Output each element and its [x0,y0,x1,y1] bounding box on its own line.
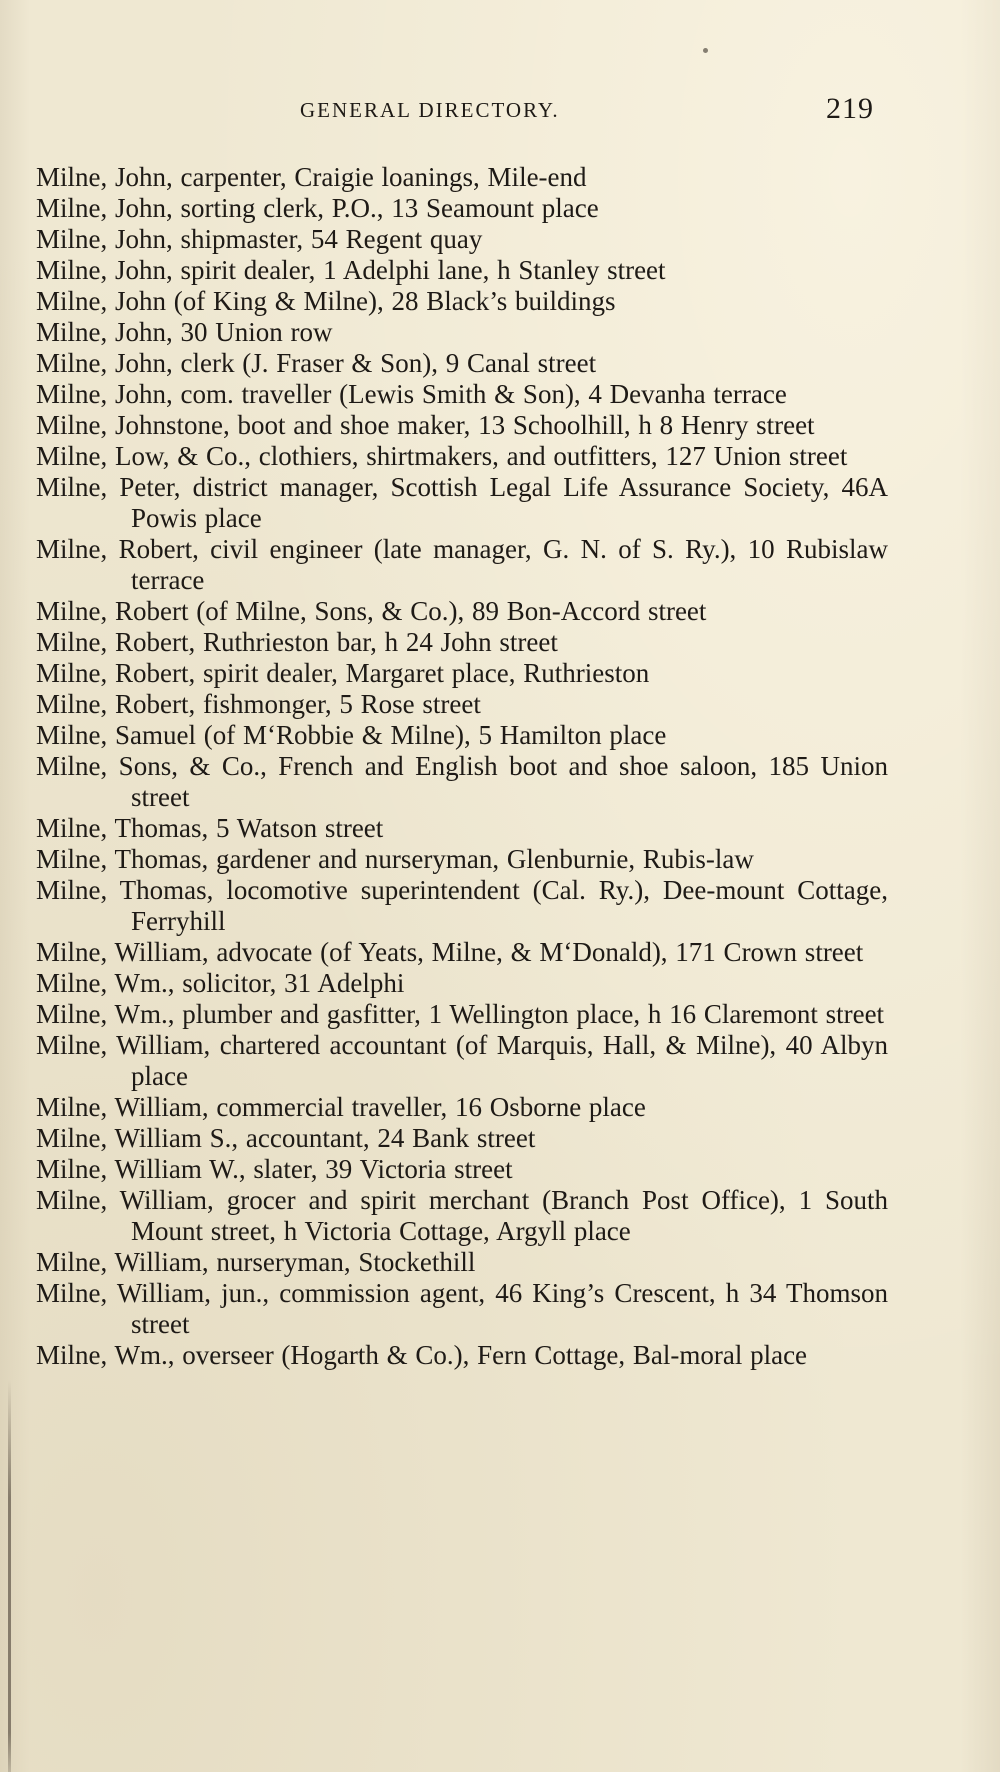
directory-entries [36,162,888,1371]
directory-entry: Milne, Robert, Ruthrieston bar, h 24 John street [36,627,558,657]
page-number: 219 [826,92,874,125]
directory-entry: Milne, William, advocate (of Yeats, Milne, & M‘Donald), 171 Crown street [36,937,864,967]
directory-entry: Milne, Wm., overseer (Hogarth & Co.), Fern Cottage, Bal-moral place [36,1340,808,1370]
directory-entry: Milne, William, grocer and spirit merchant (Branch Post Office), 1 South Mount street, h Victoria Cottage, Argyll place [36,1185,888,1246]
directory-entry: Milne, John, carpenter, Craigie loanings, Mile-end [36,162,587,192]
page-gutter-shadow [8,1380,11,1772]
directory-entry: Milne, Thomas, locomotive superintendent (Cal. Ry.), Dee-mount Cottage, Ferryhill [36,875,888,936]
directory-entry: Milne, Robert, fishmonger, 5 Rose street [36,689,481,719]
directory-entry: Milne, John, clerk (J. Fraser & Son), 9 Canal street [36,348,597,378]
directory-entry: Milne, Johnstone, boot and shoe maker, 13 Schoolhill, h 8 Henry street [36,410,815,440]
directory-entry: Milne, Robert (of Milne, Sons, & Co.), 89 Bon-Accord street [36,596,707,626]
directory-entry: Milne, William, commercial traveller, 16 Osborne place [36,1092,646,1122]
page-header [300,92,880,132]
ink-speck [703,48,708,53]
directory-entry: Milne, William, chartered accountant (of Marquis, Hall, & Milne), 40 Albyn place [36,1030,888,1091]
directory-entry: Milne, William W., slater, 39 Victoria street [36,1154,513,1184]
directory-entry: Milne, John, sorting clerk, P.O., 13 Seamount place [36,193,599,223]
directory-entry: Milne, Samuel (of M‘Robbie & Milne), 5 Hamilton place [36,720,667,750]
directory-entry: Milne, Thomas, gardener and nurseryman, Glenburnie, Rubis-law [36,844,754,874]
directory-entry: Milne, John, spirit dealer, 1 Adelphi lane, h Stanley street [36,255,666,285]
directory-entry: Milne, Low, & Co., clothiers, shirtmakers, and outfitters, 127 Union street [36,441,848,471]
directory-entry: Milne, Wm., solicitor, 31 Adelphi [36,968,405,998]
directory-entry: Milne, Sons, & Co., French and English boot and shoe saloon, 185 Union street [36,751,888,812]
directory-entry: Milne, William, nurseryman, Stockethill [36,1247,476,1277]
directory-entry: Milne, Robert, civil engineer (late manager, G. N. of S. Ry.), 10 Rubislaw terrace [36,534,888,595]
directory-entry: Milne, Robert, spirit dealer, Margaret place, Ruthrieston [36,658,650,688]
directory-entry: Milne, Thomas, 5 Watson street [36,813,384,843]
directory-entry: Milne, Peter, district manager, Scottish Legal Life Assurance Society, 46A Powis place [36,472,888,533]
directory-entry: Milne, John, shipmaster, 54 Regent quay [36,224,483,254]
directory-entry: Milne, Wm., plumber and gasfitter, 1 Wellington place, h 16 Claremont street [36,999,885,1029]
directory-entry: Milne, John, com. traveller (Lewis Smith & Son), 4 Devanha terrace [36,379,787,409]
running-head: GENERAL DIRECTORY. [300,98,560,122]
directory-entry: Milne, William S., accountant, 24 Bank street [36,1123,536,1153]
directory-entry: Milne, William, jun., commission agent, 46 King’s Crescent, h 34 Thomson street [36,1278,888,1339]
directory-entry: Milne, John, 30 Union row [36,317,333,347]
directory-entry: Milne, John (of King & Milne), 28 Black’s buildings [36,286,616,316]
